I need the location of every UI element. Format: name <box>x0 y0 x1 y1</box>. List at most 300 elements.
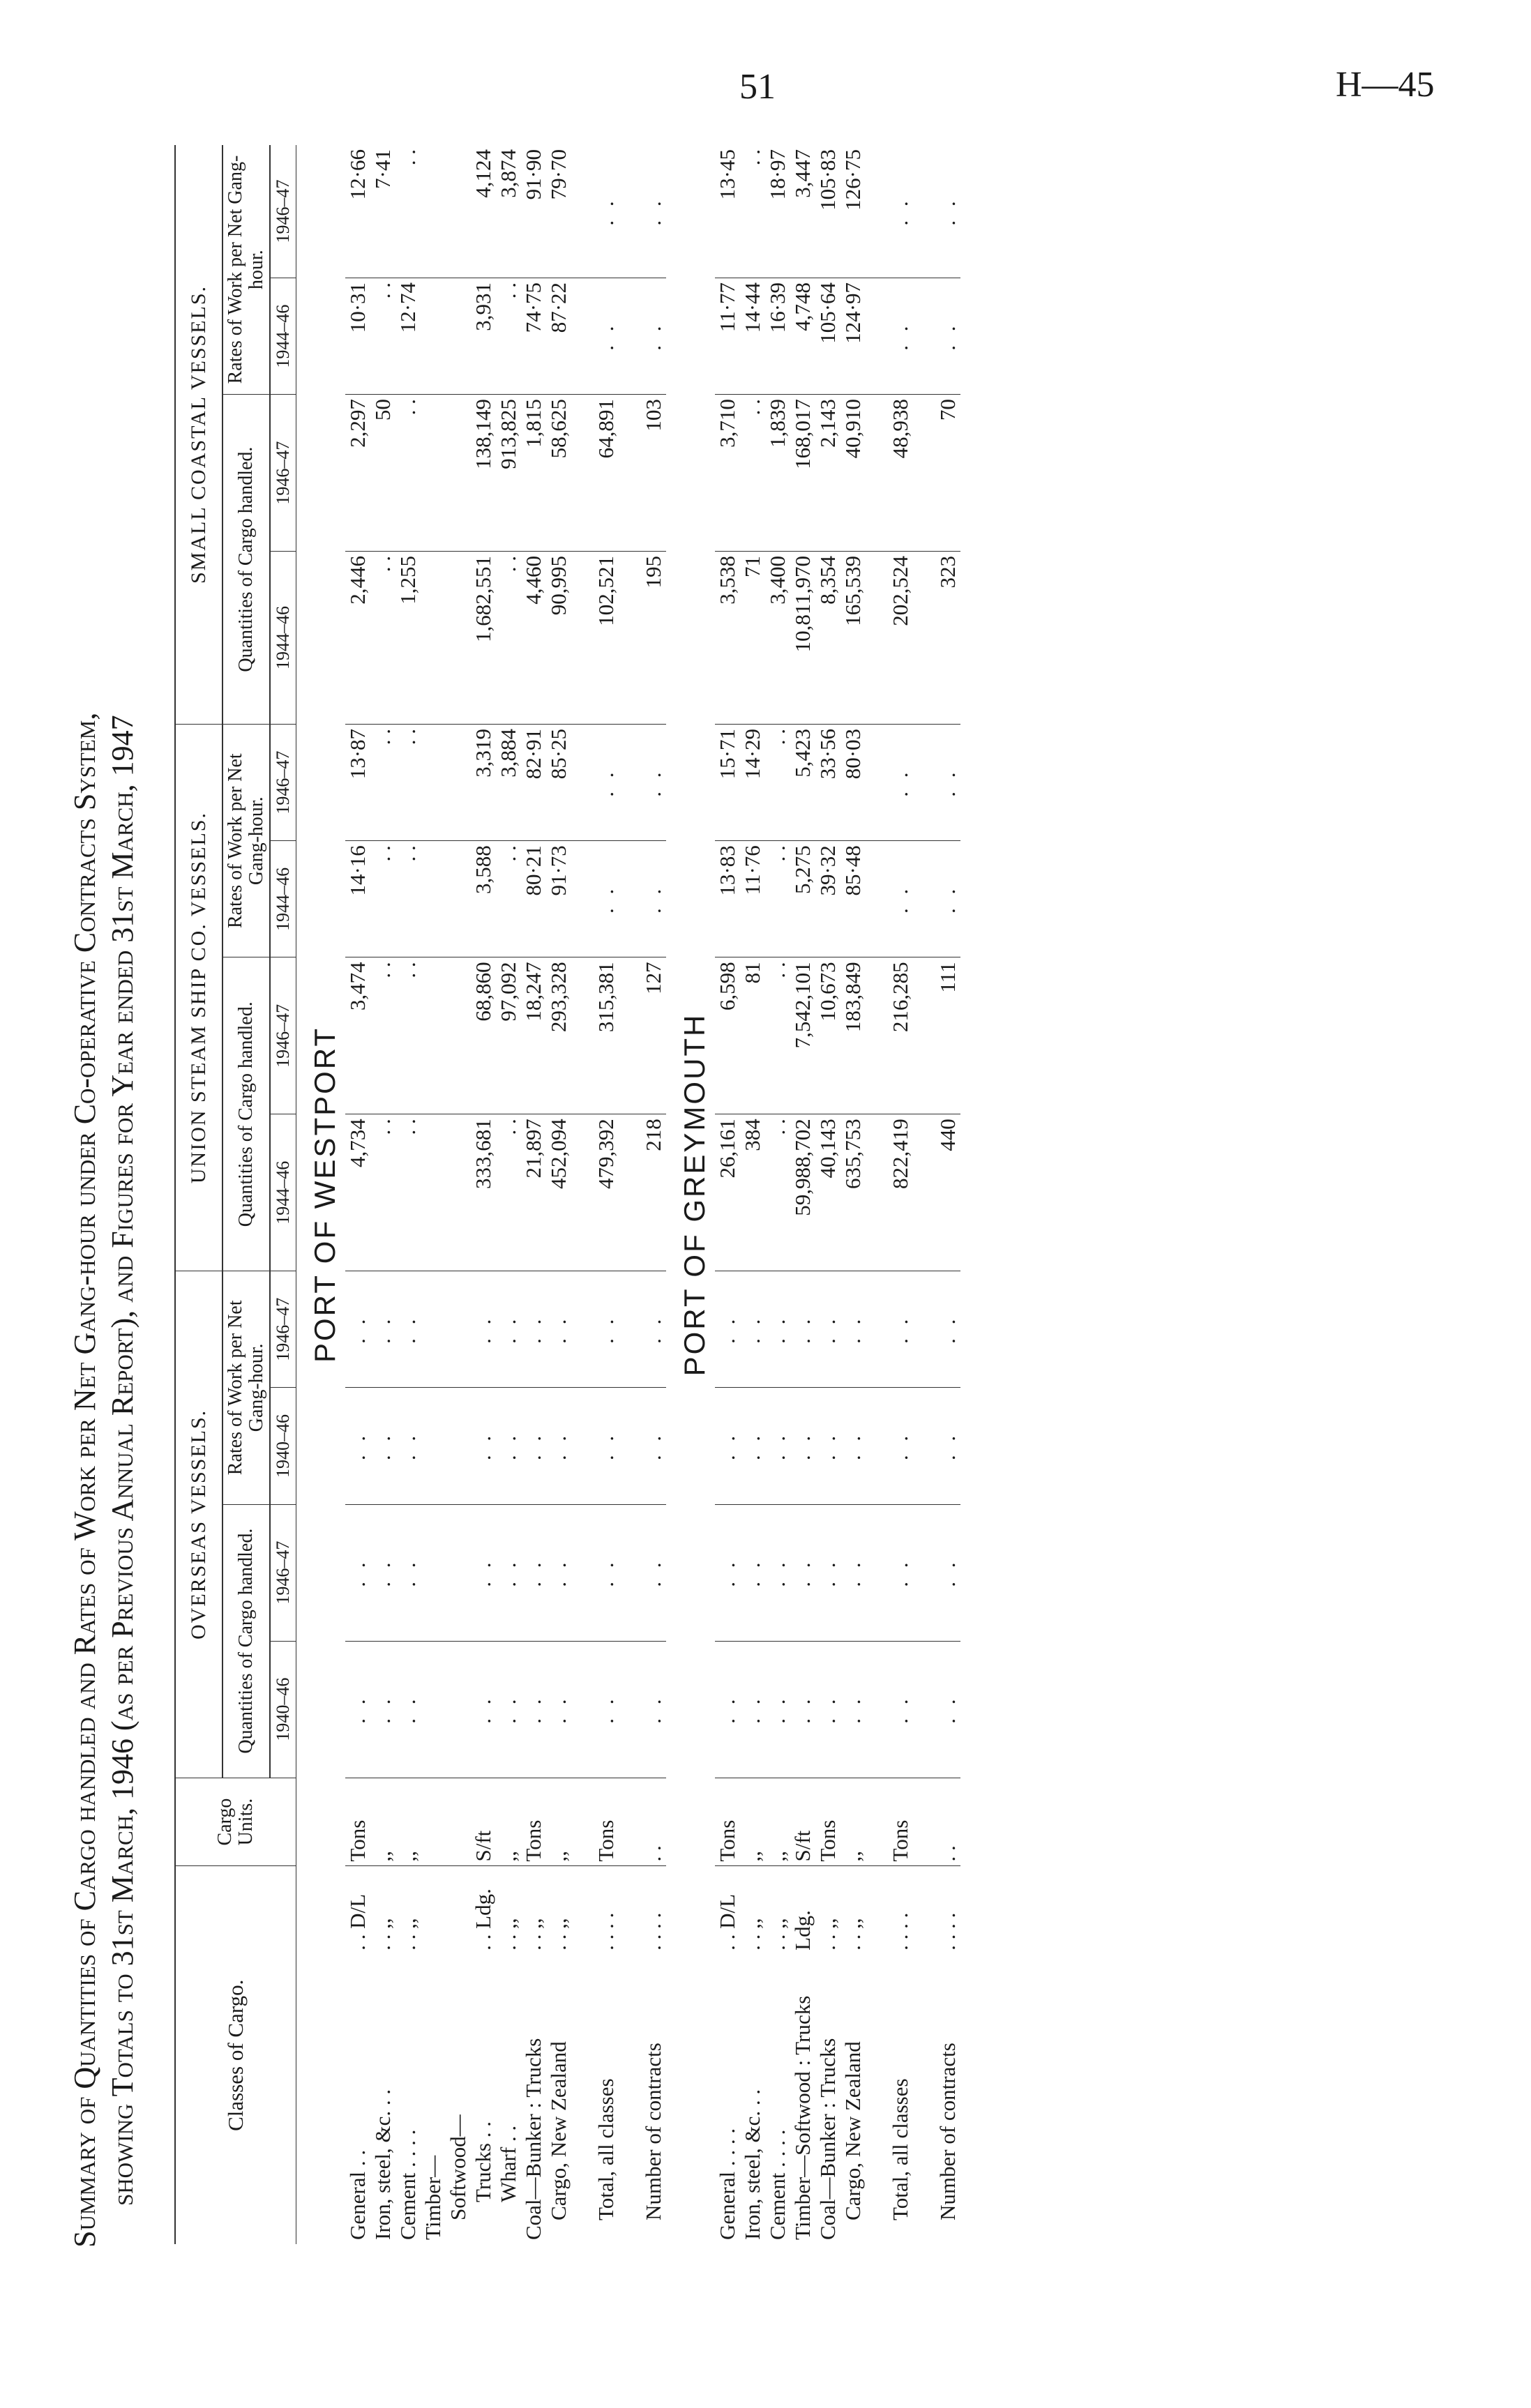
coastal-qty-1946-47: 913,825 <box>496 395 521 552</box>
header-year: 1940–46 <box>270 1388 296 1504</box>
spacer-cell <box>619 552 641 725</box>
union-rate-1946-47: 3,884 <box>496 724 521 840</box>
union-rate-cell: . . <box>935 724 960 840</box>
overseas-cell: . . <box>546 1504 571 1641</box>
union-qty-1946-47: 216,285 <box>888 957 913 1114</box>
overseas-cell: . . <box>496 1504 521 1641</box>
union-qty-1944-46: 59,988,702 <box>790 1114 815 1271</box>
union-rate-1944-46: 5,275 <box>790 841 815 957</box>
spacer-cell <box>619 724 641 840</box>
spacer-cell <box>571 1778 594 1866</box>
union-qty-1946-47: . . <box>395 957 421 1114</box>
contracts-dots: . . . . <box>641 1912 665 1951</box>
cargo-class: Trucks . . <box>471 2121 495 2202</box>
empty-cell <box>421 1504 446 1641</box>
header-year: 1946–47 <box>270 957 296 1114</box>
coastal-qty-1944-46: . . <box>496 552 521 725</box>
union-rate-1944-46: . . <box>496 841 521 957</box>
spacer-cell <box>866 957 888 1114</box>
union-qty-1946-47: 7,542,101 <box>790 957 815 1114</box>
cargo-class: Cement . . . . <box>765 2129 790 2240</box>
spacer-cell <box>913 957 935 1114</box>
cargo-unit: ,, <box>395 1778 421 1866</box>
coastal-rate-1944-46: 4,748 <box>790 278 815 394</box>
union-rate-1946-47: 3,319 <box>471 724 496 840</box>
coastal-qty-1946-47: 2,297 <box>345 395 370 552</box>
coastal-rate-1944-46: 16·39 <box>765 278 790 394</box>
cargo-unit: S/ft <box>790 1778 815 1866</box>
union-rate-1946-47: 5,423 <box>790 724 815 840</box>
overseas-cell: . . <box>765 1388 790 1504</box>
union-rate-1946-47: 15·71 <box>715 724 740 840</box>
spacer-cell <box>866 724 888 840</box>
overseas-cell: . . <box>815 1388 840 1504</box>
empty-cell <box>446 957 471 1114</box>
union-qty-1944-46: . . <box>765 1114 790 1271</box>
spacer-cell <box>619 1866 641 1955</box>
union-qty-1946-47: 111 <box>935 957 960 1114</box>
cargo-subunit: . . ,, <box>815 1918 840 1951</box>
spacer-cell <box>619 1271 641 1388</box>
coastal-rate-1946-47: . . <box>740 145 765 278</box>
overseas-cell: . . <box>496 1388 521 1504</box>
header-year: 1940–46 <box>270 1641 296 1778</box>
union-rate-cell: . . <box>641 841 666 957</box>
empty-cell <box>421 957 446 1114</box>
empty-cell <box>421 724 446 840</box>
spacer-cell <box>619 1504 641 1641</box>
spacer-cell <box>866 1866 888 1955</box>
spacer-cell <box>866 145 888 278</box>
overseas-cell: . . <box>345 1504 370 1641</box>
spacer-cell <box>866 278 888 394</box>
overseas-cell: . . <box>496 1271 521 1388</box>
union-rate-cell: . . <box>888 841 913 957</box>
header-year: 1944–46 <box>270 841 296 957</box>
spacer-cell <box>619 1388 641 1504</box>
spacer-row <box>619 145 641 2244</box>
coastal-qty-1946-47: 48,938 <box>888 395 913 552</box>
spacer-cell <box>571 395 594 552</box>
spacer-cell <box>571 724 594 840</box>
spacer-cell <box>913 395 935 552</box>
union-qty-1946-47: 183,849 <box>840 957 866 1114</box>
union-qty-1944-46: . . <box>496 1114 521 1271</box>
table-row <box>765 145 790 2244</box>
union-qty-1944-46: 440 <box>935 1114 960 1271</box>
spacer-cell <box>571 841 594 957</box>
overseas-cell: . . <box>370 1504 395 1641</box>
empty-cell <box>421 552 446 725</box>
union-rate-1944-46: 3,588 <box>471 841 496 957</box>
overseas-cell: . . <box>790 1641 815 1778</box>
empty-cell <box>446 395 471 552</box>
cargo-summary-table <box>174 145 960 2244</box>
overseas-cell: . . <box>935 1641 960 1778</box>
overseas-cell: . . <box>715 1504 740 1641</box>
table-row <box>471 145 496 2244</box>
coastal-qty-1946-47: 103 <box>641 395 666 552</box>
spacer-cell <box>571 1388 594 1504</box>
coastal-rate-1946-47: 3,447 <box>790 145 815 278</box>
overseas-cell: . . <box>594 1388 619 1504</box>
overseas-cell: . . <box>521 1641 546 1778</box>
coastal-qty-1944-46: 10,811,970 <box>790 552 815 725</box>
total-label: Total, all classes <box>888 2078 912 2220</box>
coastal-qty-1946-47: 168,017 <box>790 395 815 552</box>
overseas-cell: . . <box>521 1504 546 1641</box>
coastal-qty-1944-46: 1,682,551 <box>471 552 496 725</box>
overseas-cell: . . <box>594 1641 619 1778</box>
spacer-cell <box>571 552 594 725</box>
cargo-unit: ,, <box>840 1778 866 1866</box>
overseas-cell: . . <box>715 1271 740 1388</box>
table-row <box>446 145 471 2244</box>
union-qty-1944-46: 26,161 <box>715 1114 740 1271</box>
union-qty-1946-47: 68,860 <box>471 957 496 1114</box>
coastal-qty-1946-47: 70 <box>935 395 960 552</box>
union-rate-cell: . . <box>935 841 960 957</box>
table-row <box>815 145 840 2244</box>
union-rate-1944-46: . . <box>370 841 395 957</box>
spacer-cell <box>619 395 641 552</box>
overseas-cell: . . <box>840 1271 866 1388</box>
coastal-qty-1944-46: 323 <box>935 552 960 725</box>
union-qty-1946-47: 293,328 <box>546 957 571 1114</box>
union-rate-1946-47: . . <box>395 724 421 840</box>
overseas-cell: . . <box>840 1641 866 1778</box>
header-year: 1946–47 <box>270 395 296 552</box>
header-union: UNION STEAM SHIP CO. VESSELS. <box>175 724 223 1271</box>
spacer-cell <box>913 1778 935 1866</box>
port-heading: PORT OF GREYMOUTH <box>678 1013 711 1377</box>
empty-cell <box>446 1114 471 1271</box>
union-rate-1946-47: 33·56 <box>815 724 840 840</box>
empty-cell <box>421 1114 446 1271</box>
spacer-cell <box>866 841 888 957</box>
port-heading: PORT OF WESTPORT <box>308 1026 341 1363</box>
union-qty-1946-47: 315,381 <box>594 957 619 1114</box>
overseas-cell: . . <box>345 1271 370 1388</box>
overseas-cell: . . <box>370 1388 395 1504</box>
coastal-qty-1946-47: 3,710 <box>715 395 740 552</box>
empty-cell <box>446 724 471 840</box>
spacer-cell <box>866 552 888 725</box>
coastal-qty-1946-47: 64,891 <box>594 395 619 552</box>
union-qty-1944-46: . . <box>395 1114 421 1271</box>
overseas-cell: . . <box>370 1641 395 1778</box>
overseas-cell: . . <box>546 1271 571 1388</box>
empty-cell <box>446 1641 471 1778</box>
union-rate-1944-46: 85·48 <box>840 841 866 957</box>
coastal-qty-1946-47: 50 <box>370 395 395 552</box>
union-rate-1946-47: 85·25 <box>546 724 571 840</box>
spacer-cell <box>866 1641 888 1778</box>
spacer-cell <box>913 1114 935 1271</box>
title-line-2: showing Totals to 31st March, 1946 (as per Previous Annual Report), and Figures for Year ended 31st March, 1947 <box>105 715 139 2206</box>
coastal-qty-1944-46: 1,255 <box>395 552 421 725</box>
union-qty-1946-47: 6,598 <box>715 957 740 1114</box>
union-rate-1946-47: 14·29 <box>740 724 765 840</box>
cargo-class: Coal—Bunker : Trucks <box>521 2038 545 2240</box>
overseas-cell: . . <box>815 1641 840 1778</box>
table-row <box>395 145 421 2244</box>
empty-cell <box>421 1641 446 1778</box>
union-qty-1946-47: 18,247 <box>521 957 546 1114</box>
contracts-label: Number of contracts <box>935 2043 960 2220</box>
header-un-rates: Rates of Work per Net Gang-hour. <box>223 724 270 957</box>
union-qty-1944-46: . . <box>370 1114 395 1271</box>
table-header <box>175 145 296 2244</box>
overseas-cell: . . <box>594 1271 619 1388</box>
coastal-qty-1946-47: 2,143 <box>815 395 840 552</box>
coastal-qty-1946-47: 1,839 <box>765 395 790 552</box>
union-qty-1944-46: 21,897 <box>521 1114 546 1271</box>
coastal-qty-1944-46: 3,538 <box>715 552 740 725</box>
total-dots: . . . . <box>594 1912 618 1951</box>
union-rate-1944-46: 91·73 <box>546 841 571 957</box>
spacer-row <box>571 145 594 2244</box>
spacer-cell <box>913 552 935 725</box>
overseas-cell: . . <box>521 1388 546 1504</box>
cargo-subunit: . . ,, <box>546 1918 571 1951</box>
overseas-cell: . . <box>546 1641 571 1778</box>
overseas-cell: . . <box>471 1271 496 1388</box>
report-code: H—45 <box>1336 65 1435 105</box>
cargo-class: Cargo, New Zealand <box>546 2041 571 2220</box>
union-rate-1944-46: 14·16 <box>345 841 370 957</box>
overseas-cell: . . <box>471 1388 496 1504</box>
cargo-class: Softwood— <box>446 2114 470 2220</box>
coastal-qty-1946-47: . . <box>740 395 765 552</box>
cargo-subunit: . . ,, <box>395 1918 420 1951</box>
port-heading-row <box>666 145 715 2244</box>
union-qty-1944-46: 822,419 <box>888 1114 913 1271</box>
union-qty-1944-46: 635,753 <box>840 1114 866 1271</box>
coastal-rate-1946-47: 79·70 <box>546 145 571 278</box>
overseas-cell: . . <box>935 1271 960 1388</box>
union-qty-1944-46: 218 <box>641 1114 666 1271</box>
overseas-cell: . . <box>765 1504 790 1641</box>
overseas-cell: . . <box>888 1504 913 1641</box>
coastal-qty-1944-46: 202,524 <box>888 552 913 725</box>
port-heading-row <box>296 145 346 2244</box>
empty-cell <box>446 552 471 725</box>
spacer-cell <box>571 1114 594 1271</box>
overseas-cell: . . <box>815 1271 840 1388</box>
overseas-cell: . . <box>740 1388 765 1504</box>
total-unit: Tons <box>594 1778 619 1866</box>
cargo-subunit: Ldg. <box>790 1910 815 1951</box>
overseas-cell: . . <box>471 1504 496 1641</box>
spacer-cell <box>866 1955 888 2244</box>
overseas-cell: . . <box>641 1641 666 1778</box>
overseas-cell: . . <box>641 1504 666 1641</box>
spacer-cell <box>571 1504 594 1641</box>
empty-cell <box>446 1271 471 1388</box>
spacer-cell <box>913 841 935 957</box>
empty-cell <box>446 841 471 957</box>
header-units: Cargo Units. <box>175 1778 296 1866</box>
spacer-cell <box>866 1778 888 1866</box>
union-qty-1946-47: 81 <box>740 957 765 1114</box>
contracts-row <box>935 145 960 2244</box>
coastal-qty-1944-46: 165,539 <box>840 552 866 725</box>
overseas-cell: . . <box>888 1641 913 1778</box>
overseas-cell: . . <box>790 1504 815 1641</box>
union-rate-cell: . . <box>594 841 619 957</box>
spacer-cell <box>619 1955 641 2244</box>
cargo-unit: Tons <box>815 1778 840 1866</box>
coastal-rate-1944-46: 124·97 <box>840 278 866 394</box>
coastal-qty-1946-47: . . <box>395 395 421 552</box>
contracts-label: Number of contracts <box>641 2043 665 2220</box>
cargo-subunit: . . ,, <box>521 1918 545 1951</box>
coastal-rate-1944-46: 12·74 <box>395 278 421 394</box>
header-year: 1946–47 <box>270 1271 296 1388</box>
empty-cell <box>421 1271 446 1388</box>
overseas-cell: . . <box>546 1388 571 1504</box>
spacer-cell <box>571 1955 594 2244</box>
coastal-rate-1946-47: 91·90 <box>521 145 546 278</box>
spacer-row <box>866 145 888 2244</box>
page-number: 51 <box>739 67 776 107</box>
union-rate-1946-47: . . <box>370 724 395 840</box>
contracts-unit: . . <box>641 1778 666 1866</box>
coastal-rate-1946-47: . . <box>395 145 421 278</box>
total-label: Total, all classes <box>594 2078 618 2220</box>
table-row <box>521 145 546 2244</box>
coastal-rate-1946-47: 18·97 <box>765 145 790 278</box>
empty-cell <box>446 145 471 278</box>
spacer-cell <box>571 957 594 1114</box>
overseas-cell: . . <box>765 1271 790 1388</box>
empty-cell <box>421 145 446 278</box>
spacer-row <box>913 145 935 2244</box>
contracts-unit: . . <box>935 1778 960 1866</box>
cargo-class: Iron, steel, &c. . . <box>370 2089 395 2240</box>
spacer-cell <box>913 1271 935 1388</box>
table-row <box>546 145 571 2244</box>
spacer-cell <box>619 841 641 957</box>
overseas-cell: . . <box>888 1388 913 1504</box>
overseas-cell: . . <box>765 1641 790 1778</box>
spacer-cell <box>913 145 935 278</box>
spacer-cell <box>866 1271 888 1388</box>
header-co-quantities: Quantities of Cargo handled. <box>223 395 270 725</box>
header-year: 1946–47 <box>270 1504 296 1641</box>
union-qty-1946-47: . . <box>370 957 395 1114</box>
cargo-class: General . . <box>345 2149 370 2240</box>
spacer-cell <box>571 1866 594 1955</box>
cargo-unit: ,, <box>546 1778 571 1866</box>
title-line-1: Summary of Quantities of Cargo handled and Rates of Work per Net Gang-hour under Co-operative Contracts System, <box>68 712 102 2248</box>
overseas-cell: . . <box>715 1388 740 1504</box>
union-rate-1944-46: 80·21 <box>521 841 546 957</box>
contracts-dots: . . . . <box>935 1912 960 1951</box>
overseas-cell: . . <box>395 1388 421 1504</box>
overseas-cell: . . <box>345 1388 370 1504</box>
cargo-class: Wharf . . <box>496 2125 520 2202</box>
table-row <box>345 145 370 2244</box>
overseas-cell: . . <box>715 1641 740 1778</box>
overseas-cell: . . <box>594 1504 619 1641</box>
coastal-qty-1944-46: . . <box>370 552 395 725</box>
empty-cell <box>446 1504 471 1641</box>
spacer-cell <box>619 1114 641 1271</box>
empty-cell <box>421 278 446 394</box>
cargo-class: Timber—Softwood : Trucks <box>790 1995 815 2240</box>
coastal-rate-cell: . . <box>888 278 913 394</box>
cargo-subunit: . . ,, <box>740 1918 764 1951</box>
coastal-rate-cell: . . <box>641 145 666 278</box>
coastal-rate-cell: . . <box>935 278 960 394</box>
union-qty-1946-47: . . <box>765 957 790 1114</box>
coastal-rate-cell: . . <box>641 278 666 394</box>
spacer-cell <box>866 1114 888 1271</box>
overseas-cell: . . <box>370 1271 395 1388</box>
header-year: 1946–47 <box>270 724 296 840</box>
westport-section <box>296 145 667 2244</box>
coastal-qty-1944-46: 8,354 <box>815 552 840 725</box>
empty-cell <box>446 278 471 394</box>
coastal-qty-1944-46: 102,521 <box>594 552 619 725</box>
cargo-subunit: . . D/L <box>345 1893 370 1951</box>
union-rate-cell: . . <box>594 724 619 840</box>
overseas-cell: . . <box>935 1388 960 1504</box>
cargo-unit: ,, <box>740 1778 765 1866</box>
total-unit: Tons <box>888 1778 913 1866</box>
union-rate-1944-46: 13·83 <box>715 841 740 957</box>
table-row <box>421 145 446 2244</box>
spacer-cell <box>913 1866 935 1955</box>
coastal-qty-1944-46: 3,400 <box>765 552 790 725</box>
overseas-cell: . . <box>840 1388 866 1504</box>
total-dots: . . . . <box>888 1912 912 1951</box>
overseas-cell: . . <box>471 1641 496 1778</box>
union-qty-1944-46: 40,143 <box>815 1114 840 1271</box>
cargo-class: Coal—Bunker : Trucks <box>815 2038 840 2240</box>
table-row <box>740 145 765 2244</box>
coastal-rate-1944-46: 11·77 <box>715 278 740 394</box>
cargo-unit: ,, <box>370 1778 395 1866</box>
coastal-qty-1946-47: 1,815 <box>521 395 546 552</box>
coastal-rate-cell: . . <box>594 278 619 394</box>
table-row <box>715 145 740 2244</box>
cargo-unit: ,, <box>496 1778 521 1866</box>
spacer-cell <box>619 1641 641 1778</box>
overseas-cell: . . <box>740 1271 765 1388</box>
union-rate-cell: . . <box>641 724 666 840</box>
header-ov-rates: Rates of Work per Net Gang-hour. <box>223 1271 270 1504</box>
coastal-qty-1946-47: 138,149 <box>471 395 496 552</box>
spacer-cell <box>866 1504 888 1641</box>
coastal-rate-1946-47: 126·75 <box>840 145 866 278</box>
spacer-cell <box>866 395 888 552</box>
overseas-cell: . . <box>790 1388 815 1504</box>
overseas-cell: . . <box>790 1271 815 1388</box>
table-row <box>840 145 866 2244</box>
cargo-subunit: . . ,, <box>765 1918 790 1951</box>
total-row <box>888 145 913 2244</box>
union-rate-1946-47: 80·03 <box>840 724 866 840</box>
header-un-quantities: Quantities of Cargo handled. <box>223 957 270 1271</box>
overseas-cell: . . <box>395 1641 421 1778</box>
cargo-class: Cargo, New Zealand <box>840 2041 865 2220</box>
spacer-cell <box>571 145 594 278</box>
header-coastal: SMALL COASTAL VESSELS. <box>175 145 223 724</box>
cargo-subunit: . . D/L <box>715 1893 739 1951</box>
